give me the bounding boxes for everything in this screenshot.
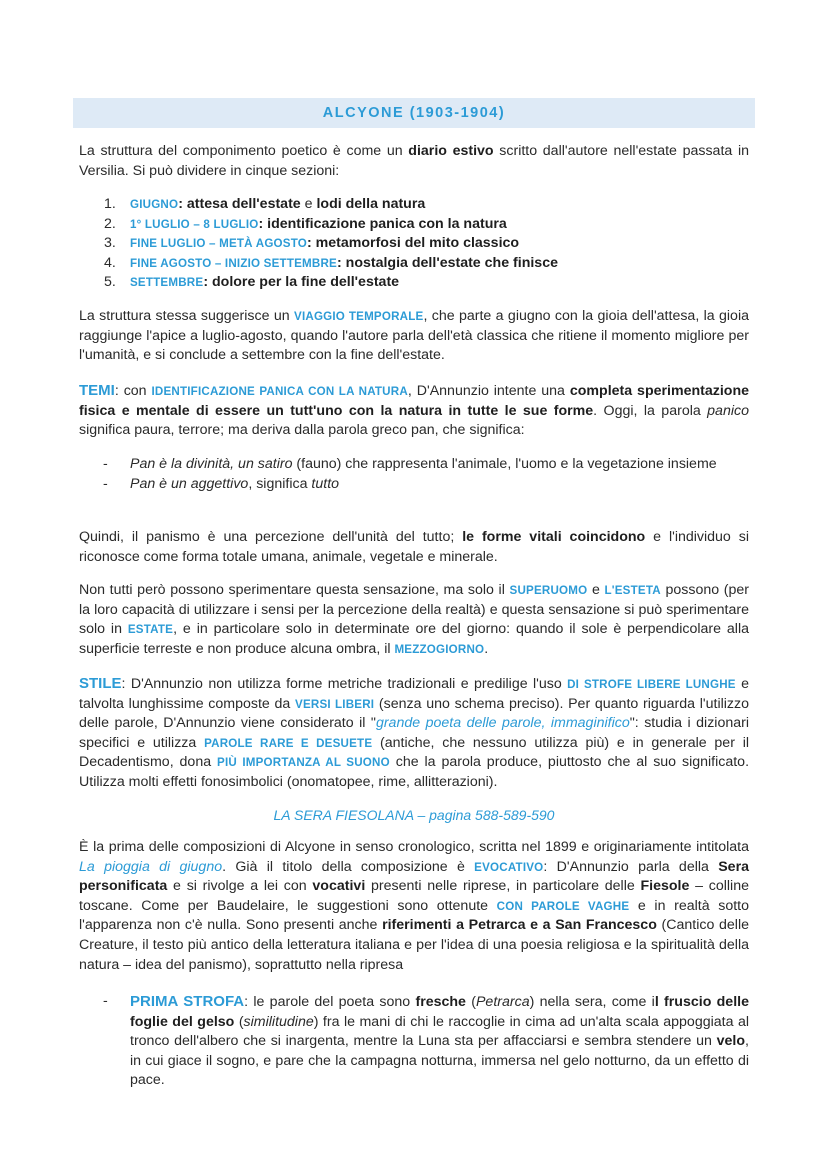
section-item: 5. SETTEMBRE: dolore per la fine dell'estate — [104, 274, 400, 291]
style-paragraph: STILE: D'Annunzio non utilizza forme metriche tradizionali e predilige l'uso DI STROFE LIBERE LUNGHE e talvolta lunghissime composte da VERSI LIBERI (senza uno schema preciso). Per quanto riguarda l'utilizzo delle parole, D'Annunzio viene considerato il "grande poeta delle parole, immaginifico": studia i dizionari specifici e utilizza PAROLE RARE E DESUETE (antiche, che nessuno utilizza più) e in generale per il Decadentismo, dona PIÙ IMPORTANZA AL SUONO che la parola produce, piuttosto che al suo significato. Utilizza molti effetti fonosimbolici (onomatopee, rime, allitterazioni). — [79, 675, 750, 790]
section-item: 3. FINE LUGLIO – METÀ AGOSTO: metamorfosi del mito classico — [104, 235, 520, 252]
document-title: ALCYONE (1903-1904) — [73, 98, 755, 128]
list-item: - Pan è la divinità, un satiro (fauno) che rappresenta l'animale, l'uomo e la vegetazione insieme — [103, 456, 717, 472]
panism-paragraph: Quindi, il panismo è una percezione dell'unità del tutto; le forme vitali coincidono e l'individuo si riconosce come forma totale umana, animale, vegetale e minerale. — [79, 529, 749, 565]
themes-heading: TEMI — [79, 382, 115, 399]
poem-title: LA SERA FIESOLANA – pagina 588-589-590 — [273, 807, 555, 823]
style-heading: STILE — [79, 675, 122, 692]
structure-paragraph: La struttura stessa suggerisce un VIAGGIO TEMPORALE, che parte a giugno con la gioia dell'attesa, la gioia raggiunge l'apice a luglio-agosto, quando l'autore parla dell'età classica che ritiene il momento migliore per l'umanità, e si conclude a settembre con la fine dell'estate. — [79, 308, 749, 364]
list-item: - PRIMA STROFA: le parole del poeta sono fresche (Petrarca) nella sera, come il fruscio delle foglie del gelso (similitudine) fra le mani di chi le raccoglie in cima ad un'alta scala appoggiata al tronco dell'albero che si inargenta, mentre la Luna sta per affacciarsi e sembra stendere un velo, in cui giace il sogno, e pare che la campagna notturna, immersa nel gelo notturno, da un effetto di pace. — [103, 993, 749, 1089]
section-item: 2. 1° LUGLIO – 8 LUGLIO: identificazione panica con la natura — [104, 215, 507, 232]
sections-list — [79, 195, 749, 293]
first-stanza-heading: PRIMA STROFA — [130, 993, 245, 1010]
pan-definitions-list — [79, 455, 749, 494]
intro-paragraph: La struttura del componimento poetico è come un diario estivo scritto dall'autore nell'estate passata in Versilia. Si può dividere in cinque sezioni: — [79, 143, 749, 179]
section-item: 1. GIUGNO: attesa dell'estate e lodi della natura — [104, 196, 426, 212]
list-item: - Pan è un aggettivo, significa tutto — [103, 475, 340, 492]
first-stanza-list — [79, 992, 749, 1091]
sera-fiesolana-paragraph: È la prima delle composizioni di Alcyone in senso cronologico, scritta nel 1899 e originariamente intitolata La pioggia di giugno. Già il titolo della composizione è EVOCATIVO: D'Annunzio parla della Sera personificata e si rivolge a lei con vocativi presenti nelle riprese, in particolare delle Fiesole – colline toscane. Come per Baudelaire, le suggestioni sono ottenute CON PAROLE VAGHE e in realtà sotto l'apparenza non c'è nulla. Sono presenti anche riferimenti a Petrarca e a San Francesco (Cantico delle Creature, il testo più antico della letteratura italiana e per l'idea di una poesia religiosa e la spiritualità della natura – idea del panismo), soprattutto nella ripresa — [79, 839, 749, 973]
section-item: 4. FINE AGOSTO – INIZIO SETTEMBRE: nostalgia dell'estate che finisce — [104, 254, 558, 271]
superuomo-paragraph: Non tutti però possono sperimentare questa sensazione, ma solo il SUPERUOMO e L'ESTETA possono (per la loro capacità di utilizzare i sensi per la percezione della realtà) e questa sensazione si può sperimentare solo in ESTATE, e in particolare solo in determinate ore del giorno: quando il sole è perpendicolare alla superficie terreste e non produce alcuna ombra, il MEZZOGIORNO. — [79, 582, 750, 657]
themes-paragraph: TEMI: con IDENTIFICAZIONE PANICA CON LA NATURA, D'Annunzio intente una completa sperimentazione fisica e mentale di essere un tutt'uno con la natura in tutte le sue forme. Oggi, la parola panico significa paura, terrore; ma deriva dalla parola greco pan, che significa: — [79, 382, 750, 439]
